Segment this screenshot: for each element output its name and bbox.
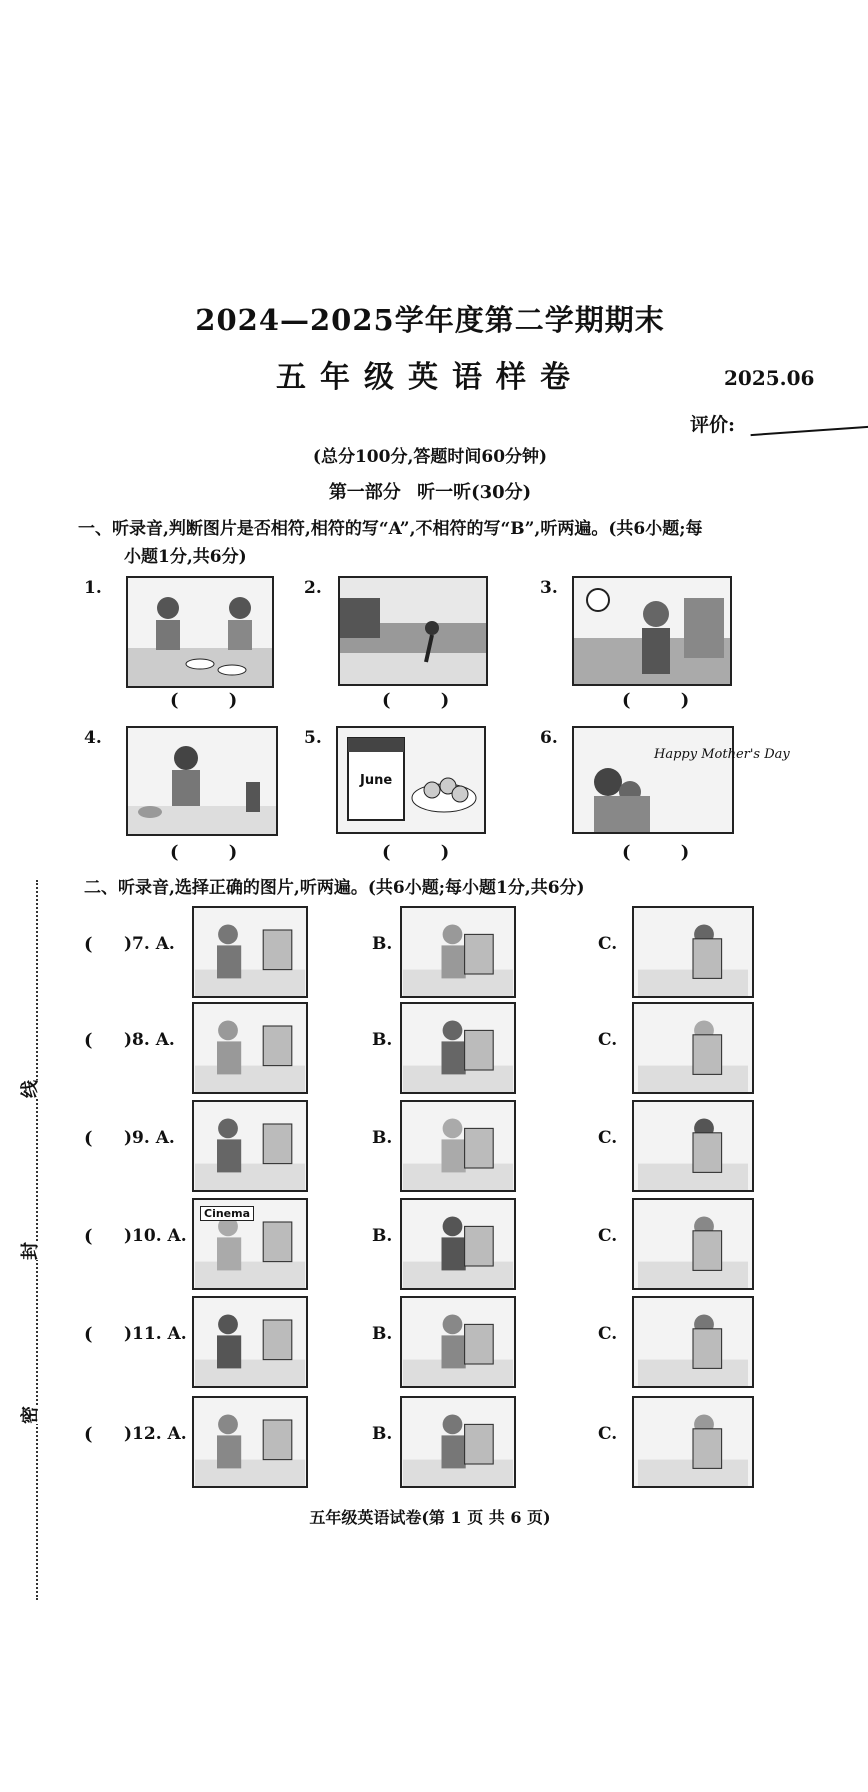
page-footer: 五年级英语试卷(第 1 页 共 6 页) — [309, 1508, 551, 1527]
picture-6 — [572, 726, 790, 834]
eval-label: 评价: — [690, 414, 736, 436]
section2-instruction: 二、听录音,选择正确的图片,听两遍。(共6小题;每小题1分,共6分) — [84, 878, 585, 898]
picture-4 — [126, 726, 278, 836]
option-b-picture[interactable] — [400, 906, 516, 998]
answer-paren[interactable]: ( — [84, 1324, 93, 1345]
item-number: 4. — [84, 728, 102, 748]
option-b-label: B. — [372, 1324, 393, 1344]
picture-1 — [126, 576, 274, 688]
option-a-picture[interactable] — [192, 1396, 308, 1488]
option-c-label: C. — [598, 1128, 618, 1148]
option-c-picture[interactable] — [632, 1296, 754, 1388]
question-label: )12. A. — [124, 1424, 187, 1444]
question-label: )10. A. — [124, 1226, 187, 1246]
picture-5 — [336, 726, 486, 834]
answer-blank[interactable]: ( ) — [170, 690, 260, 711]
margin-char-mi: 密 — [12, 1406, 46, 1424]
answer-blank[interactable]: ( ) — [382, 842, 472, 863]
calendar-month-text: June — [360, 773, 393, 788]
calendar-icon — [338, 728, 484, 832]
answer-blank[interactable]: ( ) — [170, 842, 260, 863]
option-b-label: B. — [372, 1128, 393, 1148]
item-number: 5. — [304, 728, 322, 748]
option-b-label: B. — [372, 934, 393, 954]
card-text: Happy Mother's Day — [654, 747, 790, 762]
question-label: )9. A. — [124, 1128, 175, 1148]
option-c-label: C. — [598, 1424, 618, 1444]
answer-paren[interactable]: ( — [84, 1226, 93, 1247]
picture-2 — [338, 576, 488, 686]
item-number: 6. — [540, 728, 558, 748]
beach-icon — [340, 578, 486, 684]
option-b-picture[interactable] — [400, 1002, 516, 1094]
section1-instruction-line1: 一、听录音,判断图片是否相符,相符的写“A”,不相符的写“B”,听两遍。(共6小题;每 — [78, 519, 703, 539]
question-label: )7. A. — [124, 934, 175, 954]
answer-paren[interactable]: ( — [84, 1030, 93, 1051]
option-a-picture[interactable] — [192, 906, 308, 998]
eval-blank-line[interactable] — [750, 412, 868, 436]
section1-instruction — [78, 515, 838, 571]
cinema-sign: Cinema — [200, 1206, 254, 1221]
answer-blank[interactable]: ( ) — [382, 690, 472, 711]
option-c-picture[interactable] — [632, 906, 754, 998]
exam-title-line1: 2024—2025学年度第二学期期末 — [195, 303, 665, 337]
answer-paren[interactable]: ( — [84, 1128, 93, 1149]
margin-char-feng: 封 — [12, 1242, 46, 1260]
answer-blank[interactable]: ( ) — [622, 842, 712, 863]
binding-margin-dots — [36, 880, 38, 1600]
item-number: 2. — [304, 578, 322, 598]
answer-paren[interactable]: ( — [84, 934, 93, 955]
option-a-picture[interactable] — [192, 1296, 308, 1388]
option-b-picture[interactable] — [400, 1296, 516, 1388]
exam-title-line2: 五年级英语样卷 — [276, 360, 584, 395]
answer-blank[interactable]: ( ) — [622, 690, 712, 711]
option-a-picture[interactable] — [192, 1198, 308, 1290]
picnic-icon — [128, 578, 272, 686]
item-number: 3. — [540, 578, 558, 598]
option-a-picture[interactable] — [192, 1002, 308, 1094]
option-c-picture[interactable] — [632, 1198, 754, 1290]
margin-char-xian: 线 — [12, 1080, 46, 1098]
item-number: 1. — [84, 578, 102, 598]
option-c-picture[interactable] — [632, 1002, 754, 1094]
option-b-label: B. — [372, 1424, 393, 1444]
option-b-picture[interactable] — [400, 1198, 516, 1290]
option-c-label: C. — [598, 1030, 618, 1050]
option-c-picture[interactable] — [632, 1396, 754, 1488]
exam-date: 2025.06 — [724, 366, 815, 390]
option-b-label: B. — [372, 1226, 393, 1246]
option-c-picture[interactable] — [632, 1100, 754, 1192]
option-c-label: C. — [598, 1226, 618, 1246]
question-label: )11. A. — [124, 1324, 187, 1344]
option-b-label: B. — [372, 1030, 393, 1050]
option-c-label: C. — [598, 1324, 618, 1344]
sun-icon — [574, 578, 730, 684]
option-a-picture[interactable] — [192, 1100, 308, 1192]
option-b-picture[interactable] — [400, 1100, 516, 1192]
section1-instruction-line2: 小题1分,共6分) — [124, 547, 247, 567]
part-title: 第一部分 听一听(30分) — [328, 482, 532, 503]
option-c-label: C. — [598, 934, 618, 954]
washing-icon — [128, 728, 276, 834]
question-label: )8. A. — [124, 1030, 175, 1050]
answer-paren[interactable]: ( — [84, 1424, 93, 1445]
option-b-picture[interactable] — [400, 1396, 516, 1488]
picture-3 — [572, 576, 732, 686]
mothers-day-icon — [574, 728, 790, 832]
score-info: (总分100分,答题时间60分钟) — [312, 447, 548, 467]
